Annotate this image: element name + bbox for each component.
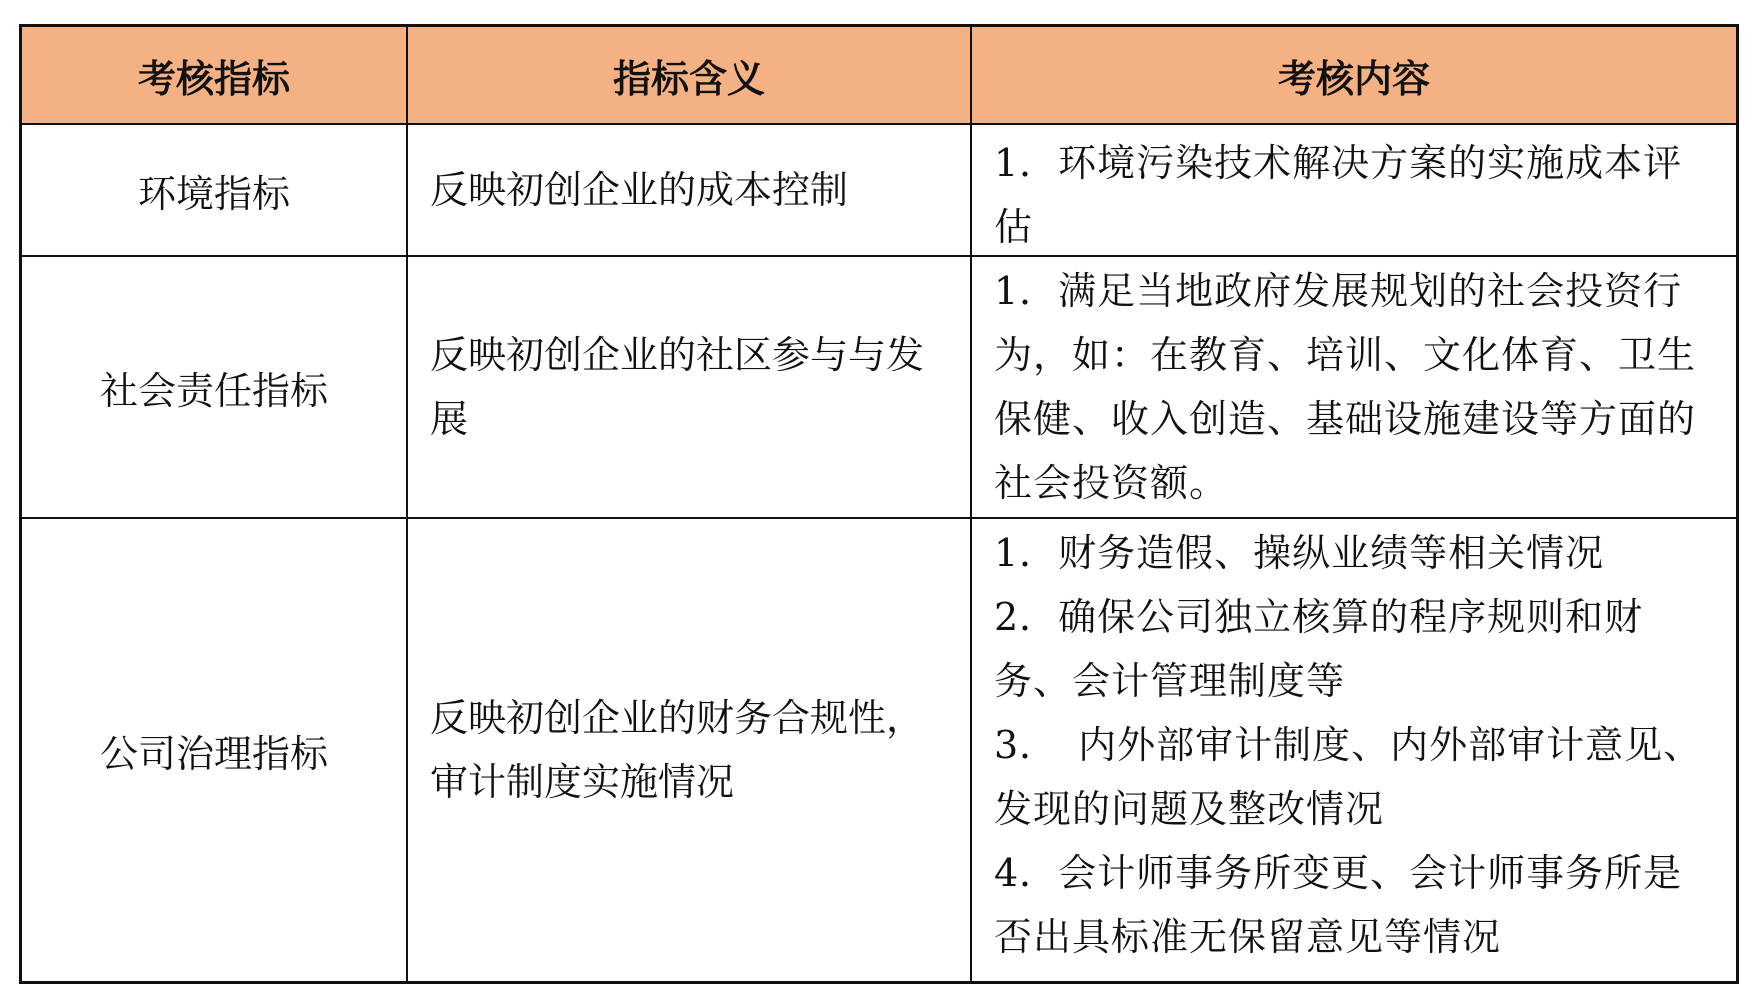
content-item: 4．会计师事务所变更、会计师事务所是否出具标准无保留意见等情况 bbox=[994, 851, 1683, 959]
row-social-meaning: 反映初创企业的社区参与与发展 bbox=[408, 257, 972, 519]
content-item: 3． 内外部审计制度、内外部审计意见、发现的问题及整改情况 bbox=[994, 723, 1703, 831]
row-governance-content bbox=[972, 519, 1736, 981]
header-meaning: 指标含义 bbox=[408, 27, 972, 125]
row-social-indicator: 社会责任指标 bbox=[22, 257, 408, 519]
header-indicator: 考核指标 bbox=[22, 27, 408, 125]
header-content: 考核内容 bbox=[972, 27, 1736, 125]
row-environment-meaning: 反映初创企业的成本控制 bbox=[408, 125, 972, 257]
assessment-table bbox=[19, 24, 1739, 984]
row-social-content bbox=[972, 257, 1736, 519]
row-governance-meaning: 反映初创企业的财务合规性，审计制度实施情况 bbox=[408, 519, 972, 981]
content-item: 1．满足当地政府发展规划的社会投资行为，如：在教育、培训、文化体育、卫生保健、收入创造、基础设施建设等方面的社会投资额。 bbox=[994, 269, 1697, 505]
row-environment-indicator: 环境指标 bbox=[22, 125, 408, 257]
content-item: 2．确保公司独立核算的程序规则和财务、会计管理制度等 bbox=[994, 595, 1644, 703]
content-item: 1．财务造假、操纵业绩等相关情况 bbox=[994, 531, 1605, 575]
row-governance-indicator: 公司治理指标 bbox=[22, 519, 408, 981]
row-environment-content bbox=[972, 125, 1736, 257]
content-item: 1．环境污染技术解决方案的实施成本评估 bbox=[994, 141, 1683, 249]
